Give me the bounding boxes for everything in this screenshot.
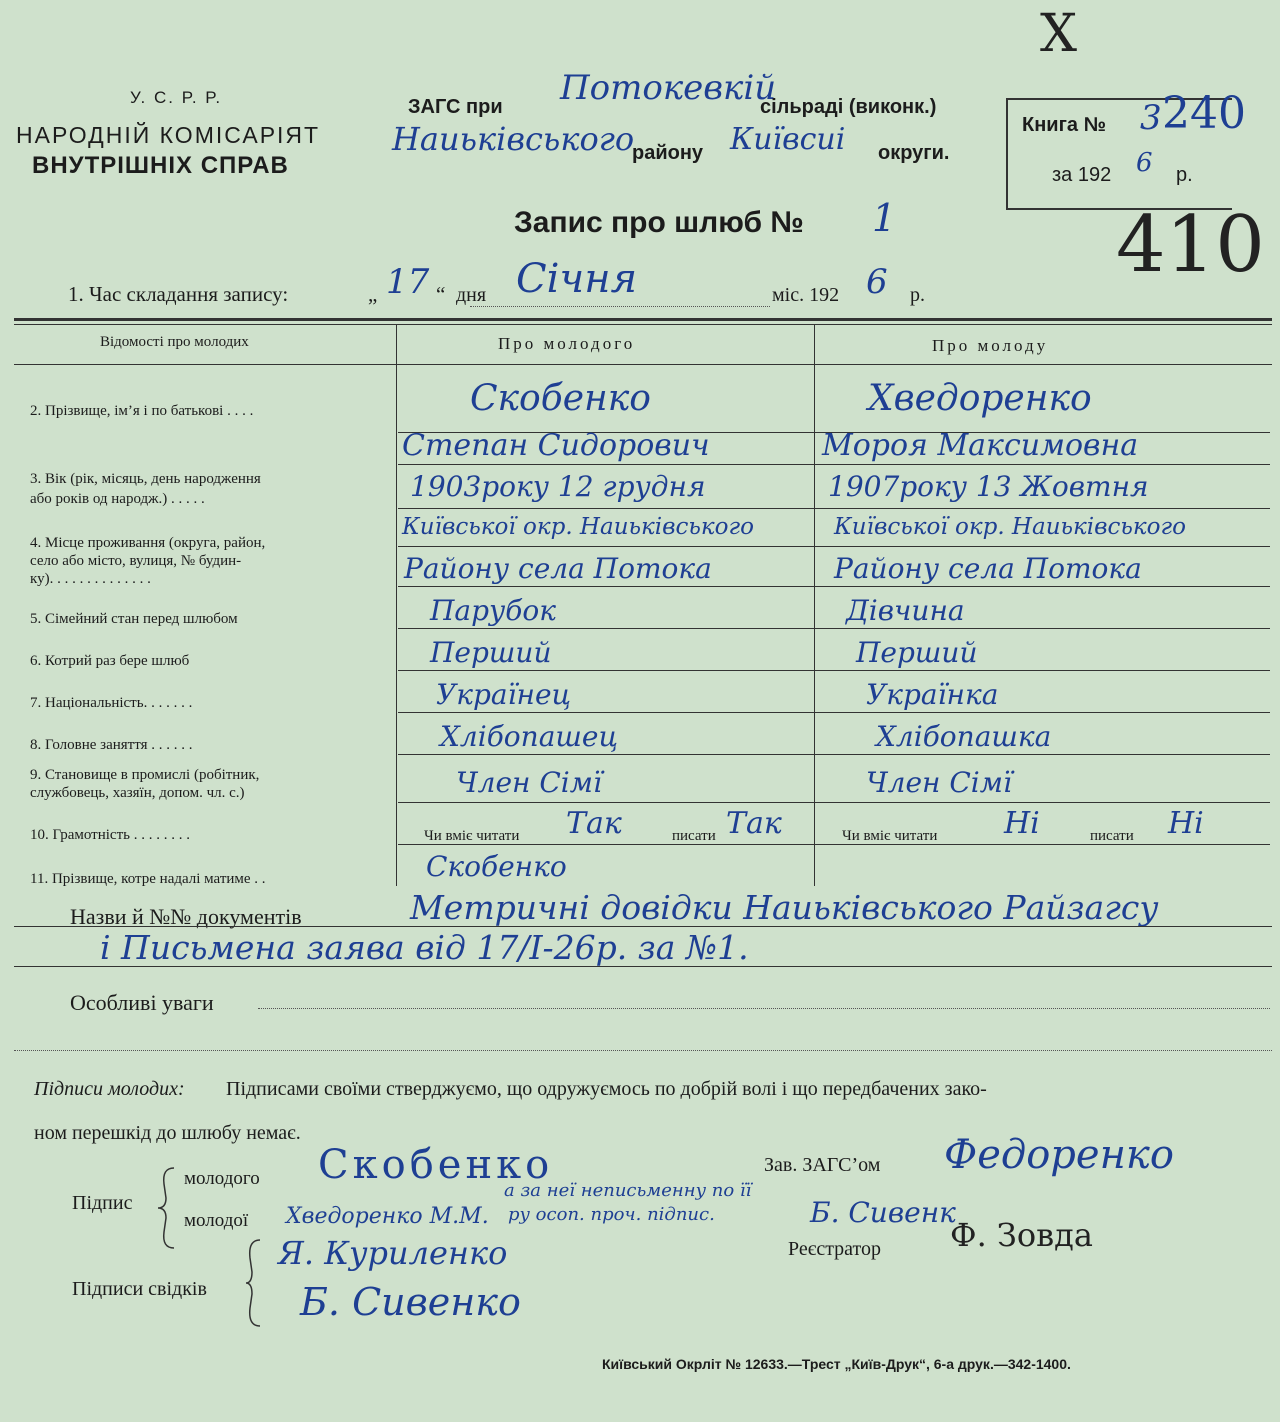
col-groom-header: Про молодого [498, 334, 636, 353]
row-5-label: 5. Сімейний стан перед шлюбом [30, 611, 238, 627]
book-label: Книга № [1022, 114, 1106, 136]
groom-birth: 1903року 12 грудня [410, 470, 706, 503]
groom-future-surname: Скобенко [426, 850, 567, 883]
row-9-label: 9. Становище в промислі (робітник, [30, 767, 260, 783]
book-year-value: 6 [1136, 148, 1153, 178]
groom-occupation: Хлібопашец [440, 720, 619, 753]
groom-marriage-count: Перший [430, 636, 552, 669]
bride-write-value: Ні [1168, 806, 1204, 841]
groom-write-label: писати [672, 828, 716, 844]
record-month: Січня [516, 256, 638, 302]
documents-line-2: і Письмена заява від 17/I-26р. за №1. [100, 928, 749, 967]
row-6-label: 6. Котрий раз бере шлюб [30, 653, 190, 669]
bride-residence-2: Району села Потока [834, 552, 1142, 585]
record-month-word: міс. 192 [772, 284, 840, 306]
record-year-suffix: р. [910, 284, 925, 306]
witness-brace-icon [244, 1238, 264, 1328]
bride-birth: 1907року 13 Жовтня [828, 470, 1149, 503]
okrug-word: округи. [878, 142, 950, 164]
table-header-rule [14, 364, 1272, 365]
groom-position: Член Сімї [456, 766, 602, 799]
witness-1-signature: Я. Куриленко [278, 1234, 508, 1272]
registrar-signature: Ф. Зовда [950, 1216, 1093, 1254]
district-word: району [632, 142, 704, 164]
row-2-label: 2. Прізвище, ім’я і по батькові . . . . [30, 403, 254, 419]
bride-write-label: писати [1090, 828, 1134, 844]
bride-signature-label: молодої [184, 1210, 249, 1231]
record-day-word: дня [456, 284, 487, 306]
big-number: 410 [1116, 200, 1265, 290]
groom-signature: Скобенко [318, 1142, 554, 1188]
groom-residence-1: Київської окр. Наиьківського [402, 514, 754, 540]
row-11-label: 11. Прізвище, котре надалі матиме . . [30, 871, 266, 887]
ussr-label: У. С. Р. Р. [130, 88, 223, 107]
table-top-rule [14, 318, 1272, 321]
book-year-label: за 192 [1052, 164, 1112, 186]
head-signature: Федоренко [944, 1132, 1174, 1178]
bride-name: Мороя Максимовна [822, 428, 1139, 463]
bride-note-2: ру осоп. проч. підпис. [508, 1204, 715, 1225]
bride-signature: Хведоренко М.М. [286, 1204, 489, 1229]
remarks-label: Особливі уваги [70, 990, 214, 1015]
groom-residence-2: Району села Потока [404, 552, 712, 585]
record-day: 17 [386, 262, 430, 302]
record-title: Запис про шлюб № [514, 206, 804, 239]
row-3-label: 3. Вік (рік, місяць, день народження [30, 471, 261, 487]
witness-label: Підписи свідків [72, 1278, 207, 1300]
zags-village: Потокевкій [560, 68, 777, 108]
district-name: Наиьківського [392, 120, 635, 158]
row-3-label-2: або років од народж.) . . . . . [30, 491, 205, 507]
footer-imprint: Київський Окрліт № 12633.—Трест „Київ-Друк“, 6-а друк.—342-1400. [602, 1356, 1071, 1372]
row-10-label: 10. Грамотність . . . . . . . . [30, 827, 190, 843]
bride-read-value: Ні [1004, 806, 1040, 841]
record-time-quote-close: “ [436, 282, 446, 306]
row-4-label-3: ку). . . . . . . . . . . . . . [30, 571, 151, 587]
bride-residence-1: Київської окр. Наиьківського [834, 514, 1186, 540]
record-time-label: 1. Час складання запису: [68, 282, 289, 306]
record-number: 1 [872, 196, 897, 240]
groom-signature-label: молодого [184, 1168, 260, 1189]
table-col-divider-1 [396, 324, 397, 886]
row-4-label: 4. Місце проживання (округа, район, [30, 535, 266, 551]
bride-read-label: Чи вміє читати [842, 828, 938, 844]
zags-prefix: ЗАГС при [408, 96, 503, 118]
documents-label: Назви й №№ документів [70, 904, 302, 929]
declaration-text-2: ном перешкід до шлюбу немає. [34, 1122, 301, 1144]
groom-name: Степан Сидорович [402, 428, 710, 463]
bride-note-1: а за неї неписьменну по її [504, 1180, 752, 1201]
groom-read-value: Так [566, 806, 622, 841]
witness-2-signature: Б. Сивенко [300, 1280, 521, 1324]
bride-surname: Хведоренко [868, 378, 1092, 419]
registrar-label: Реєстратор [788, 1238, 882, 1260]
groom-marital: Парубок [430, 594, 556, 627]
groom-write-value: Так [726, 806, 782, 841]
signature-label: Підпис [72, 1192, 133, 1214]
groom-surname: Скобенко [470, 378, 651, 419]
corner-mark: X [1040, 4, 1078, 64]
row-4-label-2: село або місто, вулиця, № будин- [30, 553, 242, 569]
internal-affairs-label: ВНУТРІШНІХ СПРАВ [32, 152, 289, 179]
bride-marriage-count: Перший [856, 636, 978, 669]
bride-nationality: Українка [866, 678, 999, 711]
bride-position: Член Сімї [866, 766, 1012, 799]
declaration-text-1: Підписами своїми стверджуємо, що одружуємось по добрій волі і що передбачених зако- [226, 1078, 987, 1100]
bride-note-3: Б. Сивенк [810, 1196, 956, 1229]
documents-line-1: Метричні довідки Наиьківського Райзагсу [410, 888, 1159, 927]
row-9-label-2: службовець, хазяїн, допом. чл. с.) [30, 785, 245, 801]
zags-suffix: сільраді (виконк.) [760, 96, 937, 118]
groom-read-label: Чи вміє читати [424, 828, 520, 844]
bride-marital: Дівчина [846, 594, 965, 627]
okrug-name: Київсиі [730, 122, 846, 157]
record-time-quote-open: „ [368, 282, 378, 306]
record-year: 6 [866, 262, 888, 302]
head-label: Зав. ЗАГС’ом [764, 1154, 881, 1176]
bride-occupation: Хлібопашка [876, 720, 1052, 753]
col-bride-header: Про молоду [932, 336, 1049, 355]
declaration-label: Підписи молодих: [34, 1078, 185, 1100]
signature-brace-icon [156, 1166, 180, 1250]
col-info-header: Відомості про молодих [100, 334, 249, 350]
row-8-label: 8. Головне заняття . . . . . . [30, 737, 193, 753]
book-number-1: 3 [1140, 98, 1162, 138]
groom-nationality: Українец [436, 678, 572, 711]
book-year-suffix: р. [1176, 164, 1193, 186]
row-7-label: 7. Національність. . . . . . . [30, 695, 193, 711]
commissariat-label: НАРОДНІЙ КОМІСАРІЯТ [16, 122, 321, 148]
book-number-2: 240 [1162, 88, 1246, 139]
